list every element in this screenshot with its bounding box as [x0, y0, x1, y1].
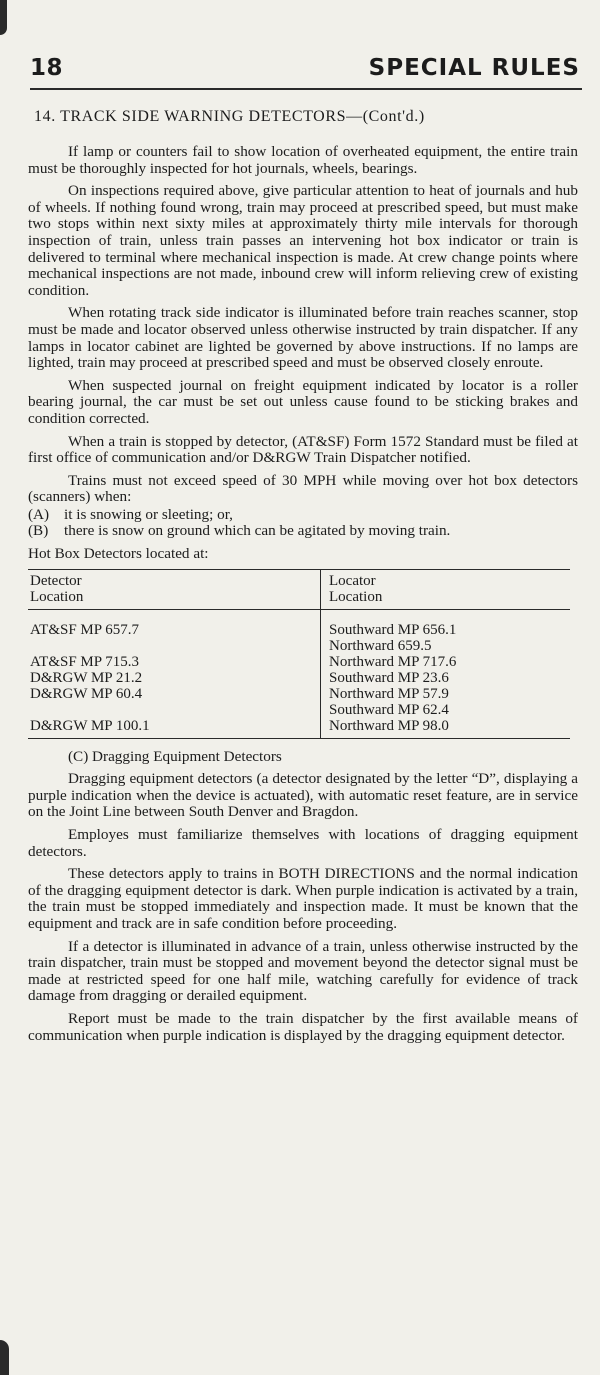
table-row [28, 609, 570, 654]
detector-cell: D&RGW MP 100.1 [28, 718, 321, 739]
locator-line: Northward 659.5 [329, 637, 432, 654]
condition-list [28, 507, 578, 540]
page-number: 18 [30, 55, 64, 81]
list-marker: (B) [28, 522, 49, 540]
header-line: Location [30, 588, 84, 605]
table-caption: Hot Box Detectors located at: [28, 545, 209, 563]
locator-cell [321, 609, 571, 654]
detector-cell: D&RGW MP 60.4 [28, 686, 321, 718]
table-row [28, 670, 570, 686]
locator-line: Northward MP 717.6 [329, 653, 457, 670]
locator-cell [321, 670, 571, 686]
page-edge-mark [0, 1340, 9, 1375]
locator-cell [321, 654, 571, 670]
page-edge-mark [0, 0, 7, 35]
paragraph: If a detector is illuminated in advance of a train, unless otherwise instructed by the train dispatcher, train must be stopped and movement beyond the detector signal must be made at restricted speed for one half mile, watching carefully for evidence of track damage from dragging or derailed equipment. [28, 937, 578, 1005]
section-title: 14. TRACK SIDE WARNING DETECTORS—(Cont'd.) [34, 108, 425, 125]
header-line: Locator [329, 572, 376, 589]
detector-cell: D&RGW MP 21.2 [28, 670, 321, 686]
detector-cell: AT&SF MP 715.3 [28, 654, 321, 670]
running-head: SPECIAL RULES [368, 55, 580, 81]
paragraph: Dragging equipment detectors (a detector designated by the letter “D”, displaying a purple indication when the device is actuated), with automatic reset feature, are in service on the Joint Line between South Denver and Bragdon. [28, 770, 578, 821]
paragraph: On inspections required above, give particular attention to heat of journals and hub of wheels. If nothing found wrong, train may proceed at prescribed speed, but must make two stops within next sixty miles at approximately thirty mile intervals for thorough inspection of train, unless train passes an intervening hot box indicator or train is delivered to terminal where mechanical inspection is made. At crew change points where mechanical inspections are not made, inbound crew will inform relieving crew of existing condition. [28, 182, 578, 299]
header-detector-location [28, 569, 321, 609]
locator-line: Southward MP 23.6 [329, 669, 449, 686]
subsection-heading: (C) Dragging Equipment Detectors [68, 747, 282, 765]
body-text [28, 144, 578, 1050]
paragraph: Trains must not exceed speed of 30 MPH while moving over hot box detectors (scanners) when: [28, 471, 578, 506]
locator-cell [321, 686, 571, 718]
paragraph: If lamp or counters fail to show location of overheated equipment, the entire train must be thoroughly inspected for hot journals, wheels, bearings. [28, 143, 578, 177]
list-item [28, 507, 578, 524]
paragraph: When suspected journal on freight equipment indicated by locator is a roller bearing journal, the car must be set out unless cause found to be sticking brakes and condition corrected. [28, 376, 578, 427]
table-header-row [28, 569, 570, 609]
list-text: it is snowing or sleeting; or, [64, 505, 233, 523]
list-marker: (A) [28, 505, 50, 523]
locator-cell [321, 718, 571, 739]
paragraph: Report must be made to the train dispatcher by the first available means of communication when purple indication is displayed by the dragging equipment detector. [28, 1009, 578, 1044]
paragraph: When a train is stopped by detector, (AT&SF) Form 1572 Standard must be filed at first office of communication and/or D&RGW Train Dispatcher notified. [28, 432, 578, 467]
list-item [28, 523, 578, 540]
locator-line: Southward MP 656.1 [329, 621, 457, 638]
header-locator-location [321, 569, 571, 609]
list-text: there is snow on ground which can be agitated by moving train. [64, 522, 451, 540]
header-line: Location [329, 588, 383, 605]
header-line: Detector [30, 572, 82, 589]
detector-cell: AT&SF MP 657.7 [28, 609, 321, 654]
table-row [28, 718, 570, 739]
locator-line: Northward MP 57.9 [329, 685, 449, 702]
hot-box-detector-table [28, 569, 570, 739]
paragraph: These detectors apply to trains in BOTH DIRECTIONS and the normal indication of the dragging equipment detector is dark. When purple indication is activated by a train, the train must be stopped immediately and inspection made. It must be known that the equipment and track are in safe condition before proceeding. [28, 865, 578, 932]
table-row [28, 654, 570, 670]
table-row [28, 686, 570, 718]
locator-line: Northward MP 98.0 [329, 717, 449, 734]
paragraph: Employes must familiarize themselves with locations of dragging equipment detectors. [28, 826, 578, 860]
paragraph: When rotating track side indicator is illuminated before train reaches scanner, stop must be made and locator observed unless otherwise instructed by train dispatcher. If any lamps in locator cabinet are lighted be governed by above instructions. If no lamps are lighted, train may proceed at prescribed speed and must be observed closely enroute. [28, 304, 578, 372]
locator-line: Southward MP 62.4 [329, 701, 449, 718]
page-header [30, 52, 582, 90]
